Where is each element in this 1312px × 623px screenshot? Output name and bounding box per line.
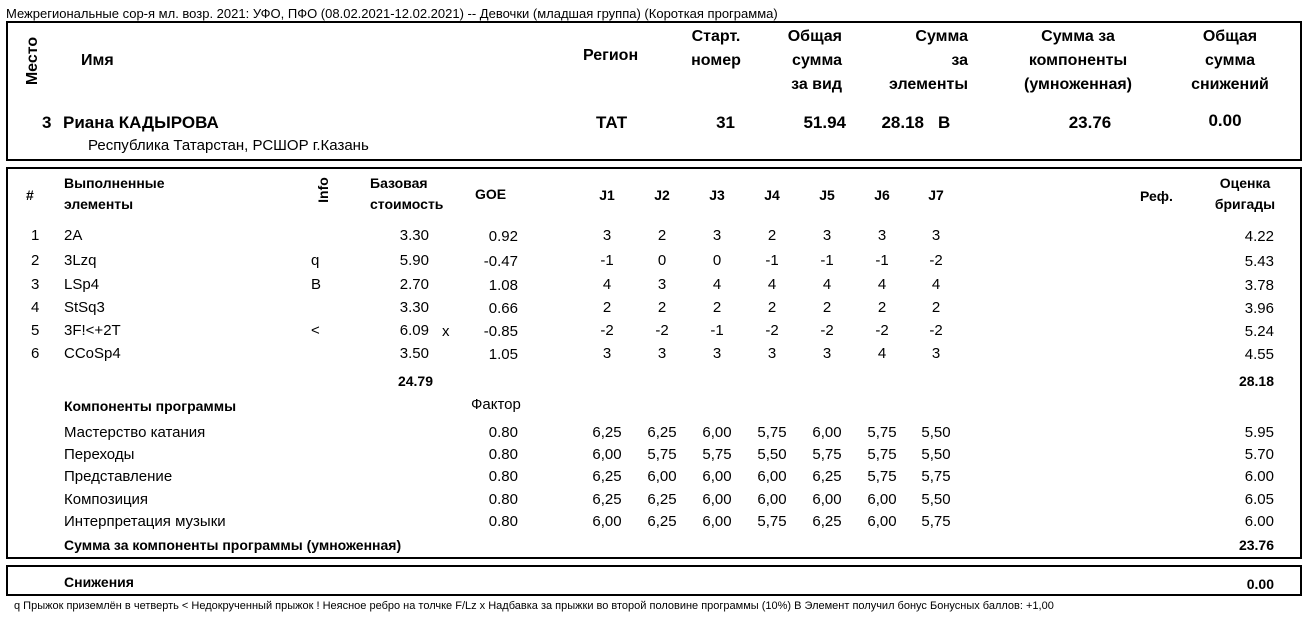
component-judge-score: 5,75 [867, 424, 897, 441]
element-number: 5 [31, 322, 40, 339]
skater-start-number: 31 [716, 113, 735, 132]
base-value-total: 24.79 [397, 373, 433, 389]
element-info: B [311, 276, 322, 293]
element-judge-score: 4 [767, 276, 777, 293]
element-number: 6 [31, 345, 40, 362]
element-goe: -0.85 [483, 323, 518, 340]
element-judge-score: 3 [657, 345, 667, 362]
place-header: Место [24, 36, 41, 86]
judge-header: J4 [764, 187, 780, 203]
judge-header: J2 [654, 187, 670, 203]
element-panel-score: 4.55 [1244, 346, 1274, 363]
referee-header: Реф. [1140, 188, 1173, 204]
element-judge-score: 2 [877, 299, 887, 316]
element-judge-score: 3 [602, 227, 612, 244]
component-judge-score: 5,75 [921, 468, 951, 485]
component-score: 6.00 [1244, 513, 1274, 530]
element-panel-score: 5.24 [1244, 323, 1274, 340]
component-judge-score: 6,00 [702, 468, 732, 485]
element-judge-score: -2 [820, 322, 834, 339]
element-judge-score: 2 [767, 227, 777, 244]
component-judge-score: 5,50 [921, 424, 951, 441]
components-total-header: Сумма за компоненты (умноженная) [1024, 28, 1132, 93]
element-base-value: 6.09 [399, 322, 429, 339]
element-judge-score: 3 [877, 227, 887, 244]
element-judge-score: 3 [822, 345, 832, 362]
component-judge-score: 5,75 [757, 424, 787, 441]
component-factor: 0.80 [488, 468, 518, 485]
element-judge-score: 3 [712, 345, 722, 362]
skater-name: Риана КАДЫРОВА [63, 113, 219, 132]
element-code: 3F!<+2T [64, 322, 121, 339]
element-judge-score: 2 [657, 227, 667, 244]
element-panel-score: 4.22 [1244, 228, 1274, 245]
component-judge-score: 6,00 [812, 424, 842, 441]
component-judge-score: 5,75 [702, 446, 732, 463]
component-score: 6.00 [1244, 468, 1274, 485]
component-judge-score: 5,75 [867, 446, 897, 463]
judge-header: J3 [709, 187, 725, 203]
element-judge-score: -2 [875, 322, 889, 339]
element-code: 2A [64, 227, 83, 244]
component-judge-score: 6,00 [647, 468, 677, 485]
skater-segment-total: 51.94 [803, 113, 846, 132]
component-name: Переходы [64, 446, 135, 463]
elements-header: Выполненные элементы [64, 175, 165, 212]
element-number: 2 [31, 252, 40, 269]
element-code: StSq3 [64, 299, 105, 316]
element-judge-score: 3 [602, 345, 612, 362]
component-judge-score: 6,00 [757, 491, 787, 508]
region-header: Регион [583, 47, 639, 64]
element-judge-score: -2 [929, 252, 943, 269]
element-judge-score: 4 [877, 276, 887, 293]
component-score: 6.05 [1244, 491, 1274, 508]
component-judge-score: 6,00 [812, 491, 842, 508]
element-base-value: 2.70 [399, 276, 429, 293]
element-goe: 1.05 [488, 346, 518, 363]
element-judge-score: -1 [710, 322, 724, 339]
element-judge-score: -2 [929, 322, 943, 339]
component-judge-score: 5,50 [921, 491, 951, 508]
deductions-total-header: Общая сумма снижений [1191, 28, 1269, 93]
skater-elements-total: 28.18 [881, 113, 924, 132]
segment-total-header: Общая сумма за вид [787, 28, 842, 93]
element-judge-score: 2 [931, 299, 941, 316]
component-judge-score: 6,00 [592, 446, 622, 463]
component-judge-score: 6,00 [867, 513, 897, 530]
element-panel-score: 3.96 [1244, 300, 1274, 317]
component-judge-score: 6,25 [592, 491, 622, 508]
factor-header: Фактор [471, 396, 521, 413]
panel-score-header: Оценка бригады [1214, 175, 1276, 212]
element-bonus-marker: x [442, 323, 450, 340]
component-judge-score: 6,25 [647, 513, 677, 530]
element-base-value: 3.30 [399, 227, 429, 244]
components-sum-value: 23.76 [1238, 537, 1274, 553]
element-judge-score: 3 [657, 276, 667, 293]
element-info: < [311, 322, 320, 339]
component-judge-score: 6,00 [757, 468, 787, 485]
component-judge-score: 5,50 [757, 446, 787, 463]
element-judge-score: -1 [875, 252, 889, 269]
element-judge-score: 2 [657, 299, 667, 316]
element-judge-score: -1 [820, 252, 834, 269]
component-name: Представление [64, 468, 173, 485]
skater-club: Республика Татарстан, РСШОР г.Казань [88, 137, 369, 154]
skater-deductions-total: 0.00 [1208, 111, 1242, 130]
element-judge-score: 3 [767, 345, 777, 362]
element-judge-score: 2 [602, 299, 612, 316]
skater-region: ТАТ [596, 113, 628, 132]
element-goe: 1.08 [488, 277, 518, 294]
element-judge-score: 3 [822, 227, 832, 244]
deductions-value: 0.00 [1246, 576, 1274, 592]
component-factor: 0.80 [488, 513, 518, 530]
component-judge-score: 5,75 [867, 468, 897, 485]
component-judge-score: 6,25 [812, 468, 842, 485]
component-factor: 0.80 [488, 424, 518, 441]
element-judge-score: -2 [765, 322, 779, 339]
element-code: LSp4 [64, 276, 100, 293]
protocol-caption: Межрегиональные сор-я мл. возр. 2021: УФО, ПФО (08.02.2021-12.02.2021) -- Девочки (младшая группа) (Короткая программа) [6, 6, 778, 21]
judge-header: J7 [928, 187, 944, 203]
element-judge-score: 2 [712, 299, 722, 316]
component-judge-score: 6,25 [592, 468, 622, 485]
skater-place: 3 [42, 113, 52, 132]
judge-header: J5 [819, 187, 835, 203]
element-base-value: 3.50 [399, 345, 429, 362]
element-judge-score: 4 [712, 276, 722, 293]
component-judge-score: 6,25 [647, 424, 677, 441]
name-header: Имя [81, 52, 114, 69]
element-judge-score: 0 [657, 252, 667, 269]
component-judge-score: 6,00 [702, 491, 732, 508]
element-number-header: # [26, 187, 34, 203]
element-base-value: 5.90 [399, 252, 429, 269]
element-judge-score: 2 [822, 299, 832, 316]
skater-bonus-flag: B [938, 113, 951, 132]
component-judge-score: 6,00 [702, 513, 732, 530]
element-number: 3 [31, 276, 40, 293]
judge-header: J1 [599, 187, 615, 203]
element-base-value: 3.30 [399, 299, 429, 316]
element-code: CCoSp4 [64, 345, 121, 362]
base-value-header: Базовая стоимость [370, 175, 444, 212]
component-judge-score: 5,50 [921, 446, 951, 463]
component-judge-score: 5,75 [647, 446, 677, 463]
elements-total-header: Сумма за элементы [889, 28, 968, 93]
component-judge-score: 6,00 [702, 424, 732, 441]
component-judge-score: 6,00 [867, 491, 897, 508]
component-name: Композиция [64, 491, 149, 508]
component-judge-score: 5,75 [921, 513, 951, 530]
component-factor: 0.80 [488, 446, 518, 463]
start-number-header: Старт. номер [691, 28, 741, 69]
components-sum-label: Сумма за компоненты программы (умноженная) [64, 537, 402, 553]
element-judge-score: 0 [712, 252, 722, 269]
element-code: 3Lzq [64, 252, 97, 269]
component-judge-score: 5,75 [757, 513, 787, 530]
element-judge-score: -1 [765, 252, 779, 269]
component-judge-score: 6,25 [812, 513, 842, 530]
element-judge-score: -1 [600, 252, 614, 269]
judge-header: J6 [874, 187, 890, 203]
element-judge-score: 3 [931, 345, 941, 362]
element-judge-score: 4 [877, 345, 887, 362]
element-goe: 0.92 [488, 228, 518, 245]
goe-header: GOE [475, 186, 507, 202]
element-judge-score: 4 [931, 276, 941, 293]
element-goe: 0.66 [488, 300, 518, 317]
component-judge-score: 6,25 [647, 491, 677, 508]
element-judge-score: 2 [767, 299, 777, 316]
component-name: Мастерство катания [64, 424, 206, 441]
component-score: 5.95 [1244, 424, 1274, 441]
elements-score-total: 28.18 [1238, 373, 1274, 389]
component-judge-score: 6,00 [592, 513, 622, 530]
info-header: Info [315, 177, 331, 203]
element-number: 1 [31, 227, 40, 244]
component-factor: 0.80 [488, 491, 518, 508]
legend: q Прыжок приземлён в четверть < Недокрученный прыжок ! Неясное ребро на толчке F/Lz x Надбавка за прыжки во второй половине программы (10%) B Элемент получил бонус Бонусных баллов: +1,00 [14, 600, 1054, 612]
element-judge-score: -2 [600, 322, 614, 339]
component-name: Интерпретация музыки [64, 513, 226, 530]
component-score: 5.70 [1244, 446, 1274, 463]
element-judge-score: -2 [655, 322, 669, 339]
element-info: q [311, 252, 320, 269]
skater-components-total: 23.76 [1068, 113, 1112, 132]
component-judge-score: 6,25 [592, 424, 622, 441]
component-judge-score: 5,75 [812, 446, 842, 463]
element-judge-score: 3 [712, 227, 722, 244]
deductions-label: Снижения [64, 574, 134, 590]
element-judge-score: 4 [602, 276, 612, 293]
element-panel-score: 3.78 [1244, 277, 1274, 294]
element-goe: -0.47 [483, 253, 518, 270]
element-judge-score: 3 [931, 227, 941, 244]
deductions-box [6, 565, 1302, 596]
element-panel-score: 5.43 [1244, 253, 1274, 270]
components-title: Компоненты программы [64, 398, 237, 414]
element-number: 4 [31, 299, 40, 316]
element-judge-score: 4 [822, 276, 832, 293]
